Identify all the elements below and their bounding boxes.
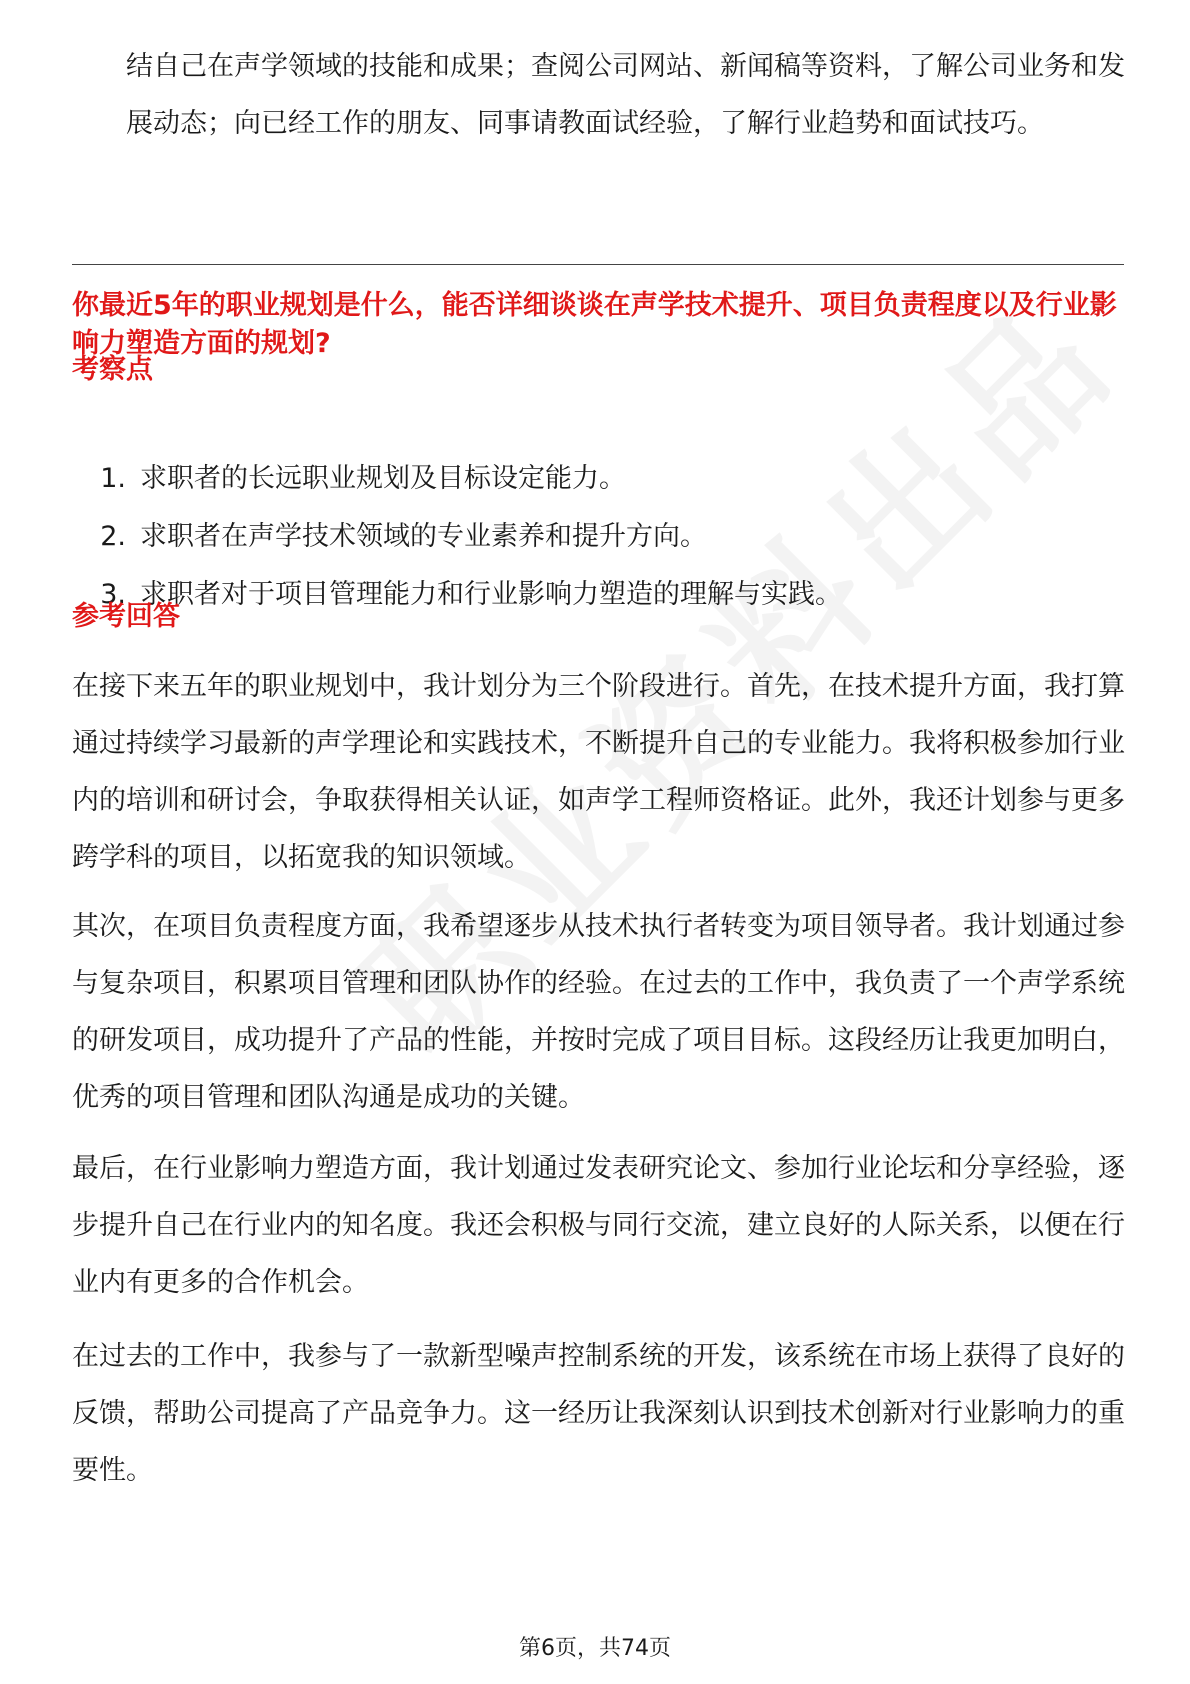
answer-heading: 参考回答 [72, 601, 180, 632]
list-item-text: 求职者对于项目管理能力和行业影响力塑造的理解与实践。 [140, 579, 842, 610]
list-item-text: 求职者的长远职业规划及目标设定能力。 [140, 463, 626, 494]
answer-paragraph: 在接下来五年的职业规划中，我计划分为三个阶段进行。首先，在技术提升方面，我打算通过持续学习最新的声学理论和实践技术，不断提升自己的专业能力。我将积极参加行业内的培训和研讨会，争取获得相关认证，如声学工程师资格证。此外，我还计划参与更多跨学科的项目，以拓宽我的知识领域。 [72, 671, 1125, 873]
list-item-number: 3. [100, 579, 126, 610]
answer-paragraph: 在过去的工作中，我参与了一款新型噪声控制系统的开发，该系统在市场上获得了良好的反馈，帮助公司提高了产品竞争力。这一经历让我深刻认识到技术创新对行业影响力的重要性。 [72, 1341, 1125, 1486]
list-item [72, 566, 1132, 624]
list-item [72, 450, 1132, 508]
answer-paragraph: 最后，在行业影响力塑造方面，我计划通过发表研究论文、参加行业论坛和分享经验，逐步提升自己在行业内的知名度。我还会积极与同行交流，建立良好的人际关系，以便在行业内有更多的合作机会。 [72, 1153, 1125, 1298]
assessment-heading: 考察点 [72, 354, 153, 385]
section-divider [72, 264, 1124, 265]
page-number: 第6页，共74页 [519, 1636, 671, 1661]
list-item-number: 2. [100, 521, 126, 552]
answer-paragraph: 其次，在项目负责程度方面，我希望逐步从技术执行者转变为项目领导者。我计划通过参与复杂项目，积累项目管理和团队协作的经验。在过去的工作中，我负责了一个声学系统的研发项目，成功提升了产品的性能，并按时完成了项目目标。这段经历让我更加明白，优秀的项目管理和团队沟通是成功的关键。 [72, 911, 1125, 1113]
list-item [72, 508, 1132, 566]
intro-paragraph: 结自己在声学领域的技能和成果；查阅公司网站、新闻稿等资料，了解公司业务和发展动态；向已经工作的朋友、同事请教面试经验，了解行业趋势和面试技巧。 [126, 51, 1125, 139]
list-item-text: 求职者在声学技术领域的专业素养和提升方向。 [140, 521, 707, 552]
assessment-list [72, 450, 1132, 624]
question-heading: 你最近5年的职业规划是什么，能否详细谈谈在声学技术提升、项目负责程度以及行业影响力塑造方面的规划? [72, 290, 1117, 359]
list-item-number: 1. [100, 463, 126, 494]
